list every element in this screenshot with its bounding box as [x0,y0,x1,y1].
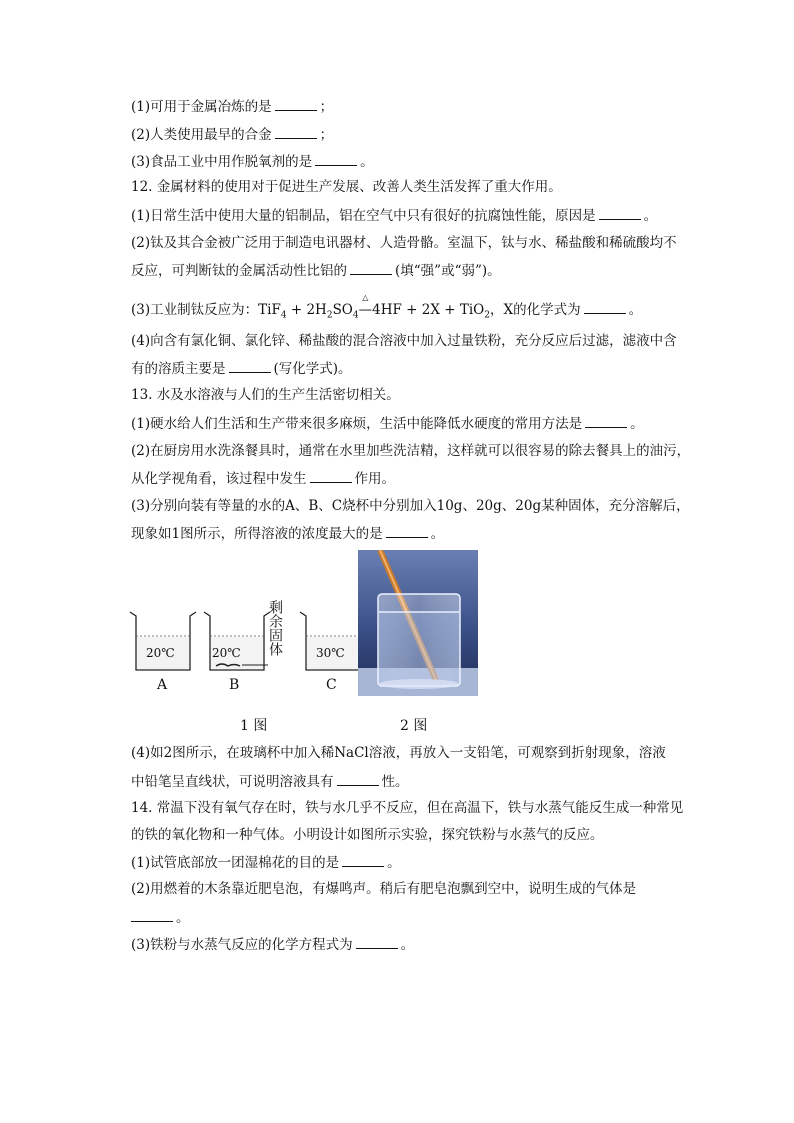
q-13-1: (1)硬水给人们生活和生产带来很多麻烦，生活中能降低水硬度的常用方法是 。 [131,413,644,434]
answer-blank[interactable] [350,260,392,275]
q-10-3: (3)食品工业中用作脱氧剂的是 。 [131,151,374,172]
answer-blank[interactable] [342,852,384,867]
answer-blank[interactable] [337,771,379,786]
q-10-2: (2)人类使用最早的合金 ； [131,124,333,145]
q-13-4a: (4)如2图所示，在玻璃杯中加入稀NaCl溶液，再放入一支铅笔，可观察到折射现象，溶液 [131,745,666,761]
figure-2-caption: 2 图 [400,718,428,734]
q-14-title-b: 的铁的氧化物和一种气体。小明设计如图所示实验，探究铁粉与水蒸气的反应。 [131,827,604,843]
reaction-arrow: △ — [358,293,373,318]
answer-blank[interactable] [584,299,626,314]
q-14-2a: (2)用燃着的木条靠近肥皂泡，有爆鸣声。稍后有肥皂泡飘到空中，说明生成的气体是 [131,881,637,897]
answer-blank[interactable] [315,151,357,166]
q-13-2b: 从化学视角看，该过程中发生 作用。 [131,468,395,489]
figure-1-caption: 1 图 [240,718,268,734]
q-14-2b: 。 [131,907,190,928]
answer-blank[interactable] [599,205,641,220]
q-12-2a: (2)钛及其合金被广泛用于制造电讯器材、人造骨骼。室温下，钛与水、稀盐酸和稀硫酸均不 [131,235,677,251]
q-10-1: (1)可用于金属冶炼的是 ； [131,96,333,117]
beaker-b-drawing [202,608,272,674]
answer-blank[interactable] [585,413,627,428]
beaker-a-drawing [128,608,198,674]
q-13-3a: (3)分别向装有等量的水的A、B、C烧杯中分别加入10g、20g、20g某种固体，充分溶解后， [131,498,690,514]
q-12-1: (1)日常生活中使用大量的铝制品，铝在空气中只有很好的抗腐蚀性能，原因是 。 [131,205,657,226]
q-13-title: 13. 水及水溶液与人们的生产生活密切相关。 [131,387,400,403]
answer-blank[interactable] [275,96,317,111]
q-12-title: 12. 金属材料的使用对于促进生产发展、改善人类生活发挥了重大作用。 [131,179,562,195]
beaker-b-label: B [229,677,240,693]
q-14-1: (1)试管底部放一团湿棉花的目的是 。 [131,852,401,873]
q-12-3: (3)工业制钛反应为：$TiF_4 + 2H_2SO_4$ △ —4HF + 2X + TiO$_2$，X的化学式为 。 [131,293,643,321]
answer-blank[interactable] [356,934,398,949]
answer-blank[interactable] [131,907,173,922]
answer-blank[interactable] [386,523,428,538]
beaker-c-label: C [326,677,337,693]
q-13-4b: 中铅笔呈直线状，可说明溶液具有 性。 [131,771,409,792]
beaker-a-label: A [157,677,168,693]
pencil-in-glass-photo [358,550,478,696]
answer-blank[interactable] [229,358,271,373]
q-14-title-a: 14. 常温下没有氧气存在时，铁与水几乎不反应，但在高温下，铁与水蒸气能反生成一种常见 [131,800,684,816]
beaker-b-temp: 20℃ [212,646,241,660]
beaker-c-temp: 30℃ [316,646,345,660]
q-13-2a: (2)在厨房用水洗涤餐具时，通常在水里加些洗洁精，这样就可以很容易的除去餐具上的油污， [131,443,691,459]
q-12-4b: 有的溶质主要是 (写化学式)。 [131,358,352,379]
q-12-2b: 反应，可判断钛的金属活动性比铝的 (填“强”或“弱”)。 [131,260,501,281]
beaker-a-temp: 20℃ [146,646,175,660]
q-14-3: (3)铁粉与水蒸气反应的化学方程式为 。 [131,934,414,955]
residue-label: 剩余固体 [267,600,283,656]
answer-blank[interactable] [310,468,352,483]
answer-blank[interactable] [275,124,317,139]
q-13-3b: 现象如1图所示，所得溶液的浓度最大的是 。 [131,523,444,544]
q-12-4a: (4)向含有氯化铜、氯化锌、稀盐酸的混合溶液中加入过量铁粉，充分反应后过滤，滤液中含 [131,333,677,349]
